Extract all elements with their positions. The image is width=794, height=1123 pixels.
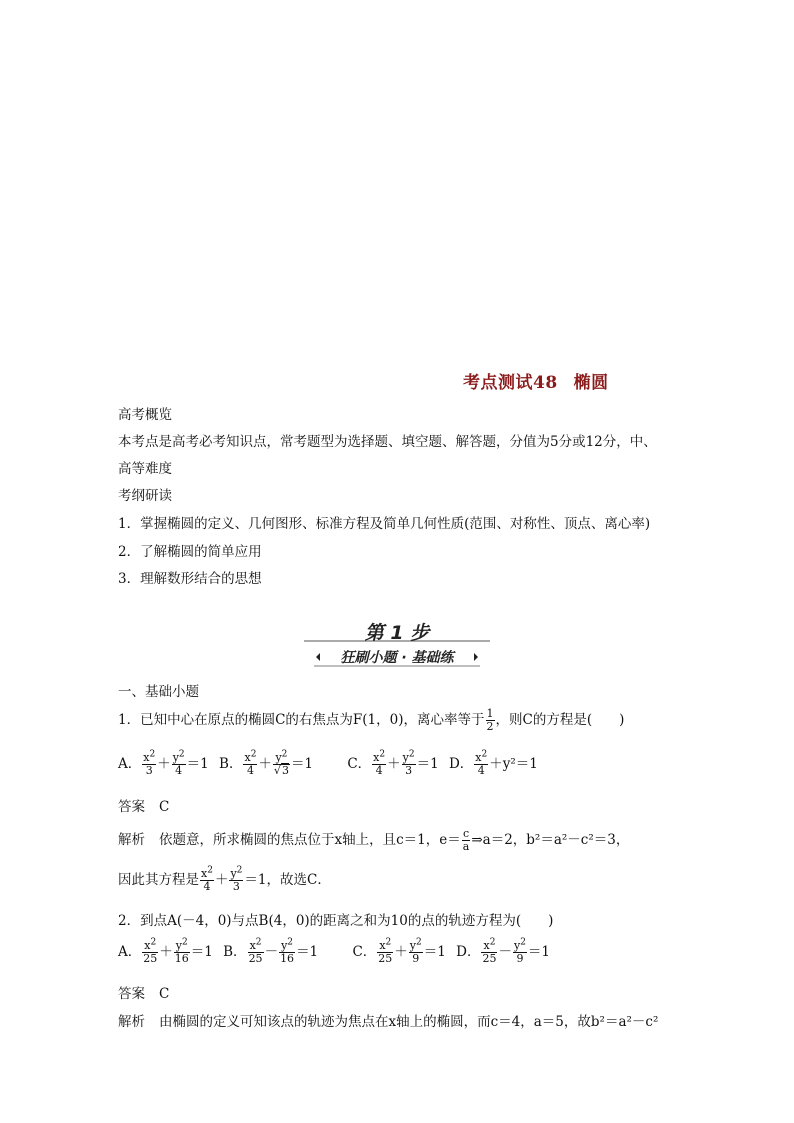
frac-num: $y^2$: [409, 937, 422, 952]
q1-stem-text: 1．已知中心在原点的椭圆C的右焦点为F(1，0)，离心率等于: [118, 712, 485, 728]
equals-one: ＝1: [527, 944, 551, 960]
frac-den: 4: [203, 880, 211, 893]
page-title: [463, 368, 609, 393]
frac-num: $x^2$: [377, 940, 393, 953]
fraction: [142, 937, 158, 965]
conclusion-tail: ，故选C．: [266, 872, 331, 888]
option-letter: B．: [219, 756, 243, 772]
frac-num: $x^2$: [373, 749, 386, 764]
analysis-text: 由椭圆的定义可知该点的轨迹为焦点在x轴上的椭圆，而c＝4，a＝5，故b²＝a²－c²: [159, 1014, 659, 1030]
q2-option-d: D． $\frac{x^2}{25}$ － $\frac{y^2}{9}$ ＝1: [456, 937, 551, 965]
answer-label: 答案: [118, 799, 145, 815]
equals-one: ＝1: [423, 944, 446, 960]
analysis-text: 依题意，所求椭圆的焦点位于x轴上，且c＝1，e＝: [159, 832, 461, 848]
frac-den: 3: [232, 880, 240, 893]
frac-num: $x^2$: [244, 749, 257, 764]
q2-option-a: A． $\frac{x^2}{25}$ ＋ $\frac{y^2}{16}$ ＝1: [118, 937, 213, 965]
overview-line1: 本考点是高考必考知识点，常考题型为选择题、填空题、解答题，分值为5分或12分，中、: [118, 434, 657, 450]
frac-den: 3: [405, 764, 413, 777]
q2-answer: [118, 982, 169, 1002]
frac-den: 9: [412, 952, 420, 965]
frac-den: 16: [174, 952, 189, 965]
fraction: [248, 937, 264, 965]
title-code: 考点测试48: [463, 373, 558, 393]
frac-num: $y^2$: [172, 749, 185, 764]
fraction: [462, 828, 471, 853]
q2-option-b: B． $\frac{x^2}{25}$ － $\frac{y^2}{16}$ ＝1: [223, 937, 319, 965]
frac-den: 25: [482, 952, 497, 965]
answer-value: C: [159, 986, 170, 1002]
frac-den: 4: [375, 764, 383, 777]
analysis-text-tail: ⇒a＝2，b²＝a²－c²＝3，: [471, 832, 630, 848]
section-heading: 一、基础小题: [118, 684, 199, 700]
step-banner: [304, 618, 490, 670]
fraction: [200, 865, 214, 893]
frac-num: $y^2$: [174, 940, 190, 953]
q1-answer: [118, 795, 169, 815]
answer-value: C: [159, 799, 170, 815]
q1-analysis: [118, 828, 629, 853]
frac-num: $x^2$: [248, 940, 264, 953]
q1-conclusion: 因此其方程是 $\frac{x^2}{4}$ ＋ $\frac{y^2}{3}$ ＝1，故选C．: [118, 865, 331, 893]
fraction: [142, 749, 156, 777]
fraction: [372, 749, 386, 777]
frac-num: $y^2$: [230, 865, 243, 880]
option-letter: C．: [352, 944, 377, 960]
fraction: [279, 937, 295, 965]
q1-option-c: C． $\frac{x^2}{4}$ ＋ $\frac{y^2}{3}$ ＝1: [347, 749, 439, 777]
analysis-label: 解析: [118, 832, 145, 848]
fraction: [377, 937, 393, 965]
fraction: [174, 937, 190, 965]
q1-options: [118, 749, 538, 777]
step-sub: 狂刷小题 · 基础练: [340, 650, 454, 666]
equals-one: ＝1: [416, 756, 439, 772]
q1-stem: [118, 708, 624, 733]
q1-option-d: [448, 749, 538, 777]
equals-one: ＝1: [296, 944, 319, 960]
frac-den: 4: [175, 764, 183, 777]
frac-den: 25: [248, 952, 263, 965]
option-letter: D．: [456, 944, 481, 960]
frac-den: 4: [246, 764, 254, 777]
frac-den: 9: [516, 952, 524, 965]
fraction: [273, 749, 290, 777]
answer-label: 答案: [118, 986, 145, 1002]
conclusion-text: 因此其方程是: [118, 872, 199, 888]
syllabus-item: 1．掌握椭圆的定义、几何图形、标准方程及简单几何性质(范围、对称性、顶点、离心率): [118, 516, 651, 532]
frac-num: $x^2$: [142, 940, 158, 953]
fraction: [409, 937, 423, 965]
fraction: [243, 749, 257, 777]
fraction: [402, 749, 416, 777]
step-main: 第 1 步: [364, 622, 430, 644]
option-letter: D．: [448, 756, 474, 772]
frac-den: 25: [378, 952, 393, 965]
q1-option-b: B． $\frac{x^2}{4}$ ＋ $\frac{y^2}{√3}$ ＝1: [219, 749, 314, 777]
fraction: [486, 708, 495, 733]
fraction: [474, 749, 488, 777]
q2-stem: 2．到点A(－4，0)与点B(4，0)的距离之和为10的点的轨迹方程为( ): [118, 913, 554, 929]
q2-options: [118, 937, 551, 965]
frac-num: $y^2$: [402, 749, 415, 764]
syllabus-item: 3．理解数形结合的思想: [118, 571, 262, 587]
fraction: [481, 937, 497, 965]
frac-num: $y^2$: [513, 937, 526, 952]
equals-one: ＝1: [186, 756, 209, 772]
frac-num: $x^2$: [481, 940, 497, 953]
frac-den: 2: [486, 720, 494, 733]
option-letter: A．: [118, 944, 142, 960]
title-topic: 椭圆: [573, 373, 609, 393]
frac-num: c: [462, 827, 470, 840]
frac-num: $x^2$: [475, 749, 488, 764]
q2-analysis: [118, 1010, 658, 1030]
frac-den: a: [462, 840, 470, 853]
q1-option-a: A． $\frac{x^2}{3}$ ＋ $\frac{y^2}{4}$ ＝1: [118, 749, 209, 777]
fraction: [172, 749, 186, 777]
overview-heading: 高考概览: [118, 407, 172, 423]
equals-one: ＝1: [290, 756, 314, 772]
frac-num: $x^2$: [143, 749, 156, 764]
syllabus-heading: 考纲研读: [118, 488, 172, 504]
frac-den: 3: [145, 764, 153, 777]
frac-num: $y^2$: [273, 752, 290, 765]
frac-num: $y^2$: [279, 940, 295, 953]
frac-den: √3: [273, 764, 289, 777]
option-letter: B．: [223, 944, 247, 960]
frac-den: 16: [280, 952, 295, 965]
frac-num: 1: [486, 707, 494, 720]
equals-one: ＝1: [244, 872, 267, 888]
frac-num: $x^2$: [201, 865, 213, 880]
fraction: [229, 865, 243, 893]
frac-den: 25: [143, 952, 158, 965]
option-letter: A．: [118, 756, 142, 772]
analysis-label: 解析: [118, 1014, 145, 1030]
syllabus-item: 2．了解椭圆的简单应用: [118, 544, 262, 560]
fraction: [513, 937, 527, 965]
q2-option-c: C． $\frac{x^2}{25}$ ＋ $\frac{y^2}{9}$ ＝1: [352, 937, 446, 965]
option-d-tail: ＋y²＝1: [489, 756, 538, 772]
frac-den: 4: [477, 764, 485, 777]
q1-stem-tail: ，则C的方程是( ): [495, 712, 625, 728]
equals-one: ＝1: [190, 944, 213, 960]
overview-line2: 高等难度: [118, 461, 172, 477]
option-letter: C．: [347, 756, 372, 772]
